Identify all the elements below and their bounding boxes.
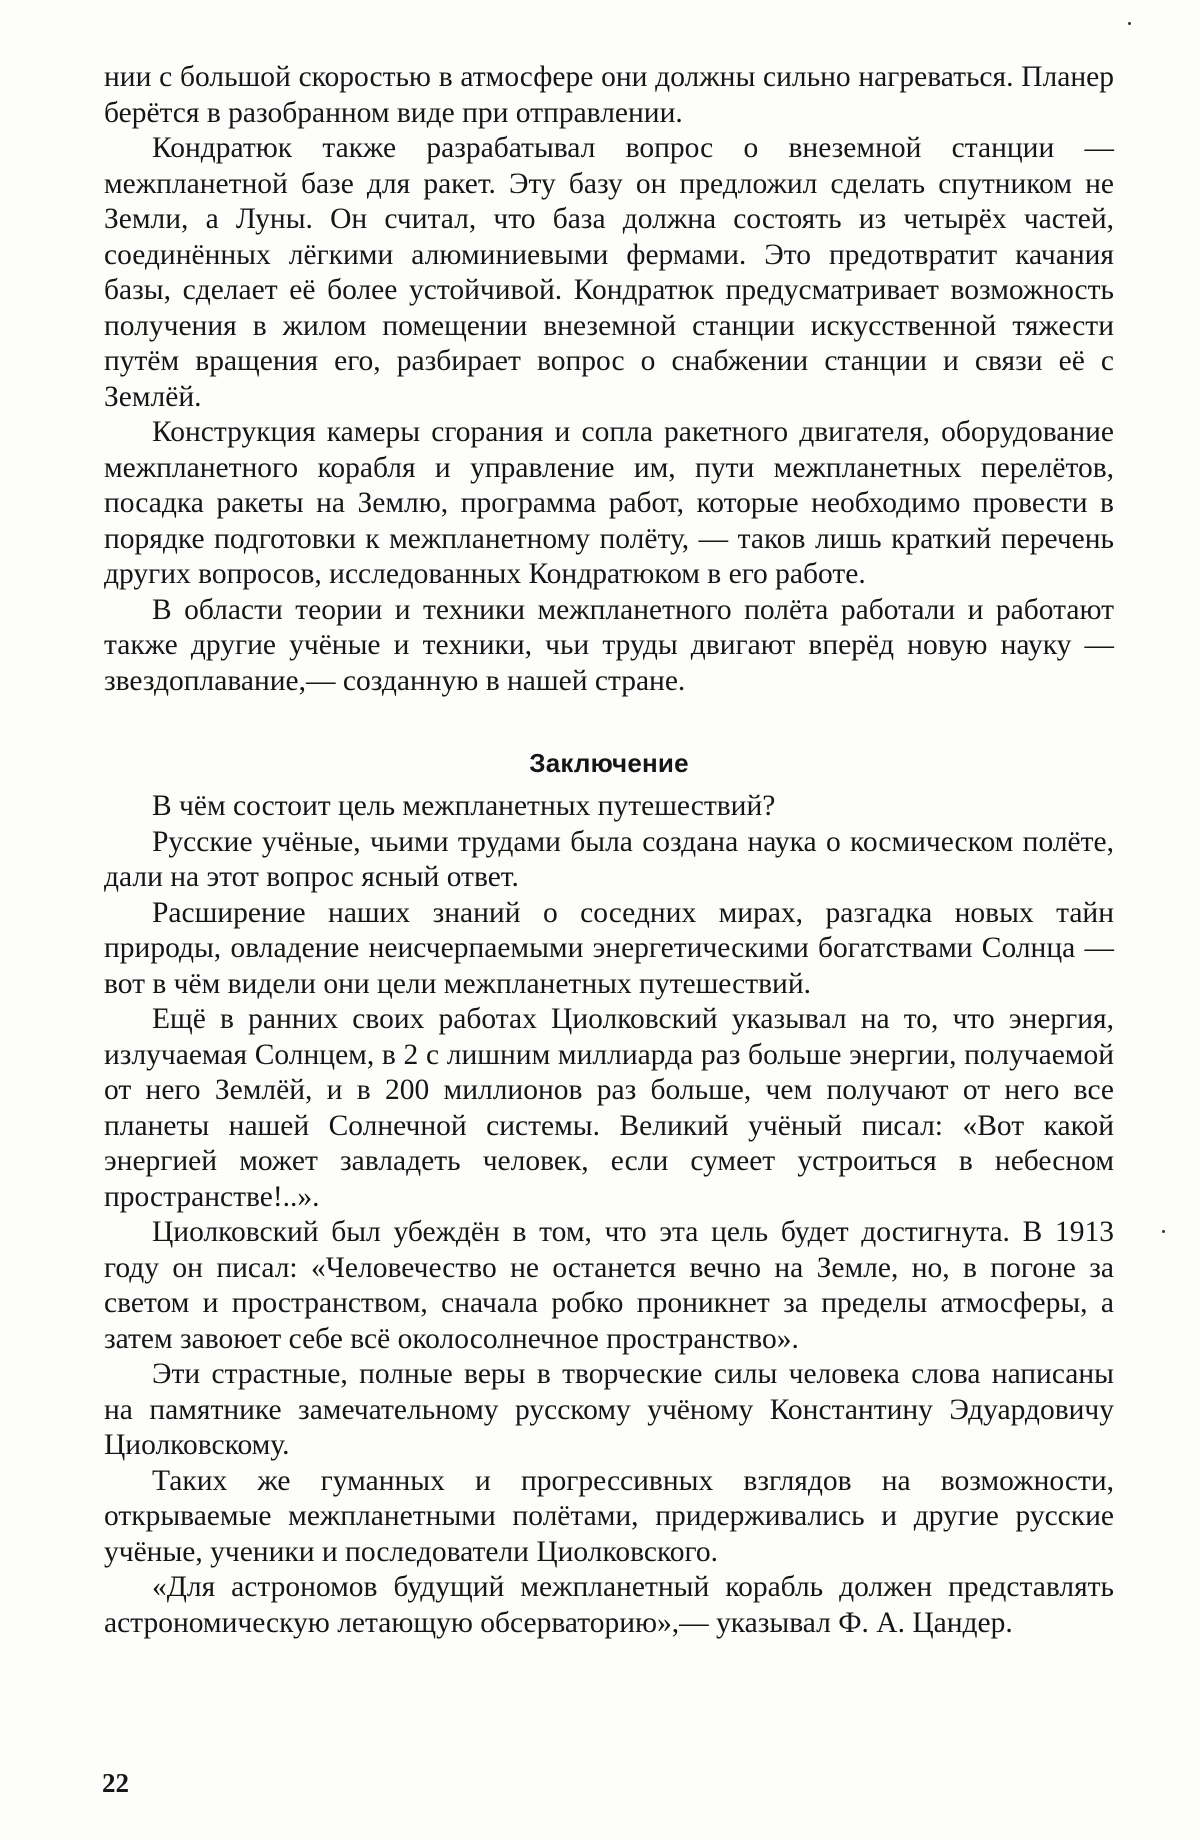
print-speck: [1162, 1230, 1165, 1233]
paragraph-monument: Эти страстные, полные веры в творческие силы человека слова написаны на памятнике замечательному русскому учёному Константину Эдуардовичу Циолковскому.: [104, 1358, 1114, 1461]
paragraph-solar-energy: Ещё в ранних своих работах Циолковский указывал на то, что энергия, излучаемая Солнцем, в 2 с лишним миллиарда раз больше энергии, получаемой от него Землёй, и в 200 миллионов раз больше, чем получают от него все планеты нашей Солнечной системы. Великий учёный писал: «Вот какой энергией может завладеть человек, если сумеет устроиться в небесном пространстве!..».: [104, 1003, 1114, 1213]
paragraph-tsiolkovsky-quote: Циолковский был убеждён в том, что эта цель будет достигнута. В 1913 году он писал: «Человечество не останется вечно на Земле, но, в погоне за светом и пространством, сначала робко проникнет за пределы атмосферы, а затем завоюет себе всё околосолнечное пространство».: [104, 1216, 1114, 1355]
paragraph-followers: Таких же гуманных и прогрессивных взглядов на возможности, открываемые межпланетными полётами, придерживались и другие русские учёные, ученики и последователи Циолковского.: [104, 1464, 1114, 1568]
paragraph-tsander-quote: «Для астрономов будущий межпланетный корабль должен представлять астрономическую летающую обсерваторию»,— указывал Ф. А. Цандер.: [104, 1571, 1114, 1639]
print-speck: [1128, 22, 1131, 25]
paragraph-kondratyuk-topics: Конструкция камеры сгорания и сопла ракетного двигателя, оборудование межпланетного корабля и управление им, пути межпланетных перелётов, посадка ракеты на Землю, программа работ, которые необходимо провести в порядке подготовки к межпланетному полёту, — таков лишь краткий перечень других вопросов, исследованных Кондратюком в его работе.: [104, 416, 1114, 590]
paragraph-kondratyuk-station: Кондратюк также разрабатывал вопрос о внеземной станции — межпланетной базе для ракет. Эту базу он предложил сделать спутником не Земли, а Луны. Он считал, что база должна состоять из четырёх частей, соединённых лёгкими алюминиевыми фермами. Это предотвратит качания базы, сделает её более устойчивой. Кондратюк предусматривает возможность получения в жилом помещении внеземной станции искусственной тяжести путём вращения его, разбирает вопрос о снабжении станции и связи её с Землёй.: [104, 132, 1114, 413]
page-number: 22: [102, 1768, 129, 1798]
paragraph-goals: Расширение наших знаний о соседних мирах, разгадка новых тайн природы, овладение неисчерпаемыми энергетическими богатствами Солнца — вот в чём видели они цели межпланетных путешествий.: [104, 896, 1114, 1000]
page-text: [104, 60, 1114, 1641]
section-heading: Заключение: [529, 748, 689, 778]
paragraph-answer: Русские учёные, чьими трудами была создана наука о космическом полёте, дали на этот вопрос ясный ответ.: [104, 825, 1114, 893]
paragraph-continuation: нии с большой скоростью в атмосфере они должны сильно нагреваться. Планер берётся в разобранном виде при отправлении.: [104, 61, 1114, 129]
paragraph-question: В чём состоит цель межпланетных путешествий?: [152, 790, 776, 822]
paragraph-other-scientists: В области теории и техники межпланетного полёта работали и работают также другие учёные и техники, чьи труды двигают вперёд новую науку — звездоплавание,— созданную в нашей стране.: [104, 593, 1114, 697]
